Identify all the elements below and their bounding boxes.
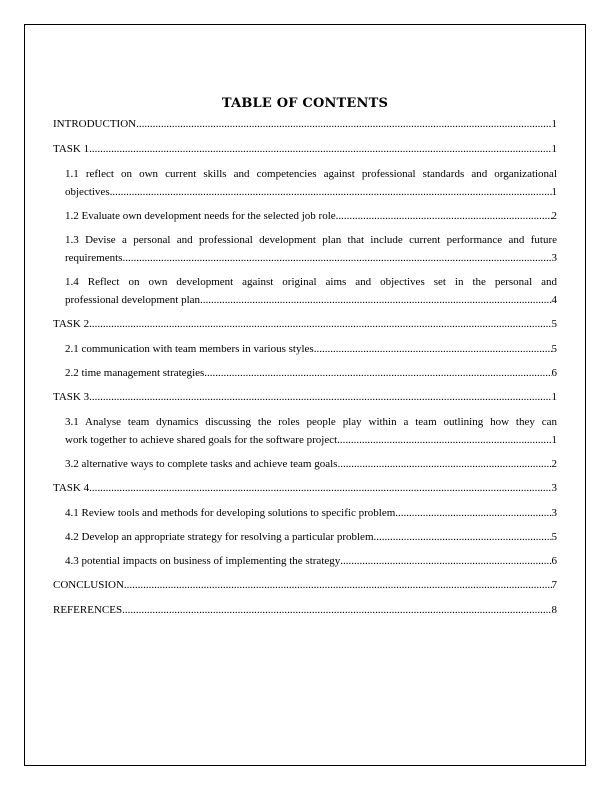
toc-entry-1-3[interactable] <box>65 231 557 267</box>
leader-dots <box>89 479 551 497</box>
leader-dots <box>124 576 552 594</box>
toc-entry-text-line2: work together to achieve shared goals for the software project <box>65 434 338 446</box>
toc-entry-text-line2: requirements <box>65 252 123 264</box>
toc-entry-text: REFERENCES <box>53 604 123 616</box>
toc-entry-page: 7 <box>551 579 557 591</box>
toc-entry-page: 4 <box>551 294 557 306</box>
leader-dots <box>314 340 552 358</box>
toc-entry-page: 6 <box>551 367 557 379</box>
toc-entry-4-1[interactable] <box>65 504 557 522</box>
leader-dots <box>136 115 551 133</box>
leader-dots <box>200 291 551 309</box>
leader-dots <box>89 388 551 406</box>
toc-entry-task-4[interactable] <box>53 479 557 497</box>
toc-entry-2-2[interactable] <box>65 364 557 382</box>
toc-entry-3-2[interactable] <box>65 455 557 473</box>
toc-entry-task-1[interactable] <box>53 140 557 158</box>
toc-entry-page: 5 <box>551 531 557 543</box>
toc-entry-text: INTRODUCTION <box>53 118 137 130</box>
leader-dots <box>337 431 551 449</box>
toc-entry-4-3[interactable] <box>65 552 557 570</box>
toc-entry-page: 8 <box>551 604 557 616</box>
toc-entry-text: 3.2 alternative ways to complete tasks and achieve team goals <box>65 458 338 470</box>
toc-entry-page: 1 <box>551 118 557 130</box>
toc-entry-page: 1 <box>551 391 557 403</box>
toc-entry-page: 1 <box>551 143 557 155</box>
leader-dots <box>204 364 551 382</box>
leader-dots <box>395 504 551 522</box>
leader-dots <box>337 455 551 473</box>
toc-entry-1-1[interactable] <box>65 165 557 201</box>
toc-entry-text-line1: 1.4 Reflect on own development against original aims and objectives set in the personal and <box>65 276 557 288</box>
toc-entry-task-3[interactable] <box>53 388 557 406</box>
toc-entry-text: 4.1 Review tools and methods for developing solutions to specific problem <box>65 507 396 519</box>
toc-entry-page: 1 <box>551 434 557 446</box>
toc-entry-task-2[interactable] <box>53 315 557 333</box>
toc-entry-text: TASK 1 <box>53 143 90 155</box>
toc-entry-page: 3 <box>551 507 557 519</box>
toc-entry-2-1[interactable] <box>65 340 557 358</box>
toc-entry-text-line1: 1.1 reflect on own current skills and competencies against professional standards and organizational <box>65 168 557 180</box>
toc-entry-text-line1: 3.1 Analyse team dynamics discussing the roles people play within a team outlining how they can <box>65 416 557 428</box>
leader-dots <box>89 140 551 158</box>
toc-entry-page: 5 <box>551 343 557 355</box>
toc-entry-text: 2.2 time management strategies <box>65 367 205 379</box>
toc-title: TABLE OF CONTENTS <box>221 96 389 111</box>
leader-dots <box>122 601 551 619</box>
toc-entry-references[interactable] <box>53 601 557 619</box>
leader-dots <box>89 315 551 333</box>
toc-entry-text: 2.1 communication with team members in various styles <box>65 343 314 355</box>
toc-entry-text: 1.2 Evaluate own development needs for the selected job role <box>65 210 336 222</box>
toc-entry-text: CONCLUSION <box>53 579 124 591</box>
leader-dots <box>336 207 552 225</box>
toc-entry-text-line1: 1.3 Devise a personal and professional development plan that include current performance and future <box>65 234 557 246</box>
toc-entry-page: 1 <box>551 186 557 198</box>
toc-entry-text: TASK 3 <box>53 391 90 403</box>
toc-entry-text: TASK 2 <box>53 318 90 330</box>
leader-dots <box>110 183 552 201</box>
toc-entry-1-2[interactable] <box>65 207 557 225</box>
toc-entry-page: 3 <box>551 252 557 264</box>
toc-entry-page: 3 <box>551 482 557 494</box>
toc-entry-1-4[interactable] <box>65 273 557 309</box>
toc-entry-page: 2 <box>551 210 557 222</box>
toc-entry-page: 5 <box>551 318 557 330</box>
toc-entry-3-1[interactable] <box>65 413 557 449</box>
toc-entry-text-line2: objectives <box>65 186 110 198</box>
toc-entry-page: 2 <box>551 458 557 470</box>
toc-entry-conclusion[interactable] <box>53 576 557 594</box>
toc-entry-text: 4.2 Develop an appropriate strategy for resolving a particular problem <box>65 531 374 543</box>
leader-dots <box>122 249 551 267</box>
toc-entry-4-2[interactable] <box>65 528 557 546</box>
toc-entry-text: 4.3 potential impacts on business of implementing the strategy <box>65 555 341 567</box>
toc-entry-page: 6 <box>551 555 557 567</box>
leader-dots <box>340 552 551 570</box>
leader-dots <box>374 528 552 546</box>
toc-entry-text: TASK 4 <box>53 482 90 494</box>
table-of-contents <box>53 96 557 626</box>
toc-entry-text-line2: professional development plan <box>65 294 201 306</box>
toc-entry-introduction[interactable] <box>53 115 557 133</box>
